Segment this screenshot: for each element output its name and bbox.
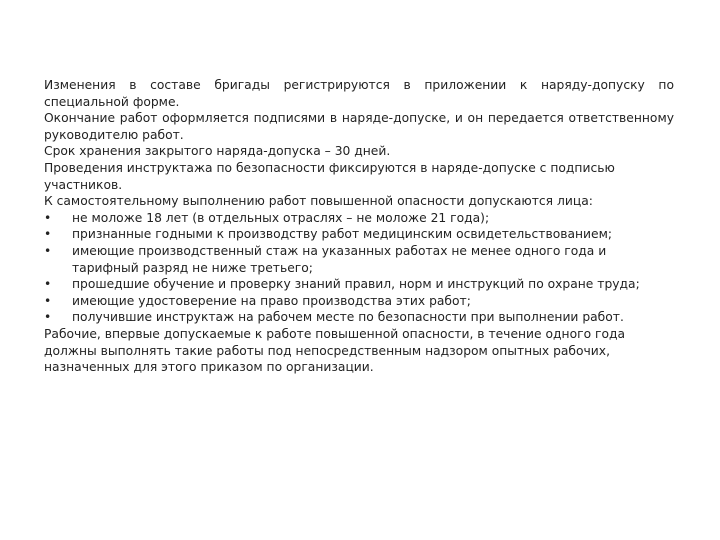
paragraph-work-completion: Окончание работ оформляется подписями в наряде-допуске, и он передается ответственному руководителю работ.: [44, 111, 674, 142]
list-item-text: имеющие удостоверение на право производства этих работ;: [72, 293, 471, 308]
paragraph-briefing-record: Проведения инструктажа по безопасности фиксируются в наряде-допуске с подписью участников.: [44, 160, 615, 192]
bullet-mark: •: [44, 227, 52, 242]
body-text: [44, 77, 674, 376]
list-item: [44, 243, 674, 276]
paragraph-storage-period: Срок хранения закрытого наряда-допуска – 30 дней.: [44, 144, 391, 159]
bullet-mark: •: [44, 310, 52, 325]
paragraph-supervision: Рабочие, впервые допускаемые к работе повышенной опасности, в течение одного года должны выполнять такие работы под непосредственным надзором опытных рабочих, назначенных для этого приказом по организации.: [44, 326, 626, 375]
list-item-text: имеющие производственный стаж на указанных работах не менее одного года и тарифный разряд не ниже третьего;: [72, 243, 607, 275]
bullet-mark: •: [44, 210, 52, 225]
bullet-mark: •: [44, 277, 52, 292]
bullet-mark: •: [44, 243, 52, 258]
list-item-text: получившие инструктаж на рабочем месте по безопасности при выполнении работ.: [72, 310, 624, 325]
bullet-mark: •: [44, 293, 52, 308]
list-item-text: признанные годными к производству работ медицинским освидетельствованием;: [72, 227, 613, 242]
list-item: [44, 276, 674, 293]
list-item: [44, 210, 674, 227]
list-item: [44, 293, 674, 310]
paragraph-team-changes: Изменения в составе бригады регистрируются в приложении к наряду-допуску по специальной форме.: [44, 78, 674, 109]
list-item-text: прошедшие обучение и проверку знаний правил, норм и инструкций по охране труда;: [72, 277, 640, 292]
list-item: [44, 309, 674, 326]
list-item-text: не моложе 18 лет (в отдельных отраслях – не моложе 21 года);: [72, 210, 490, 225]
paragraph-admission-intro: К самостоятельному выполнению работ повышенной опасности допускаются лица:: [44, 194, 593, 209]
list-item: [44, 226, 674, 243]
